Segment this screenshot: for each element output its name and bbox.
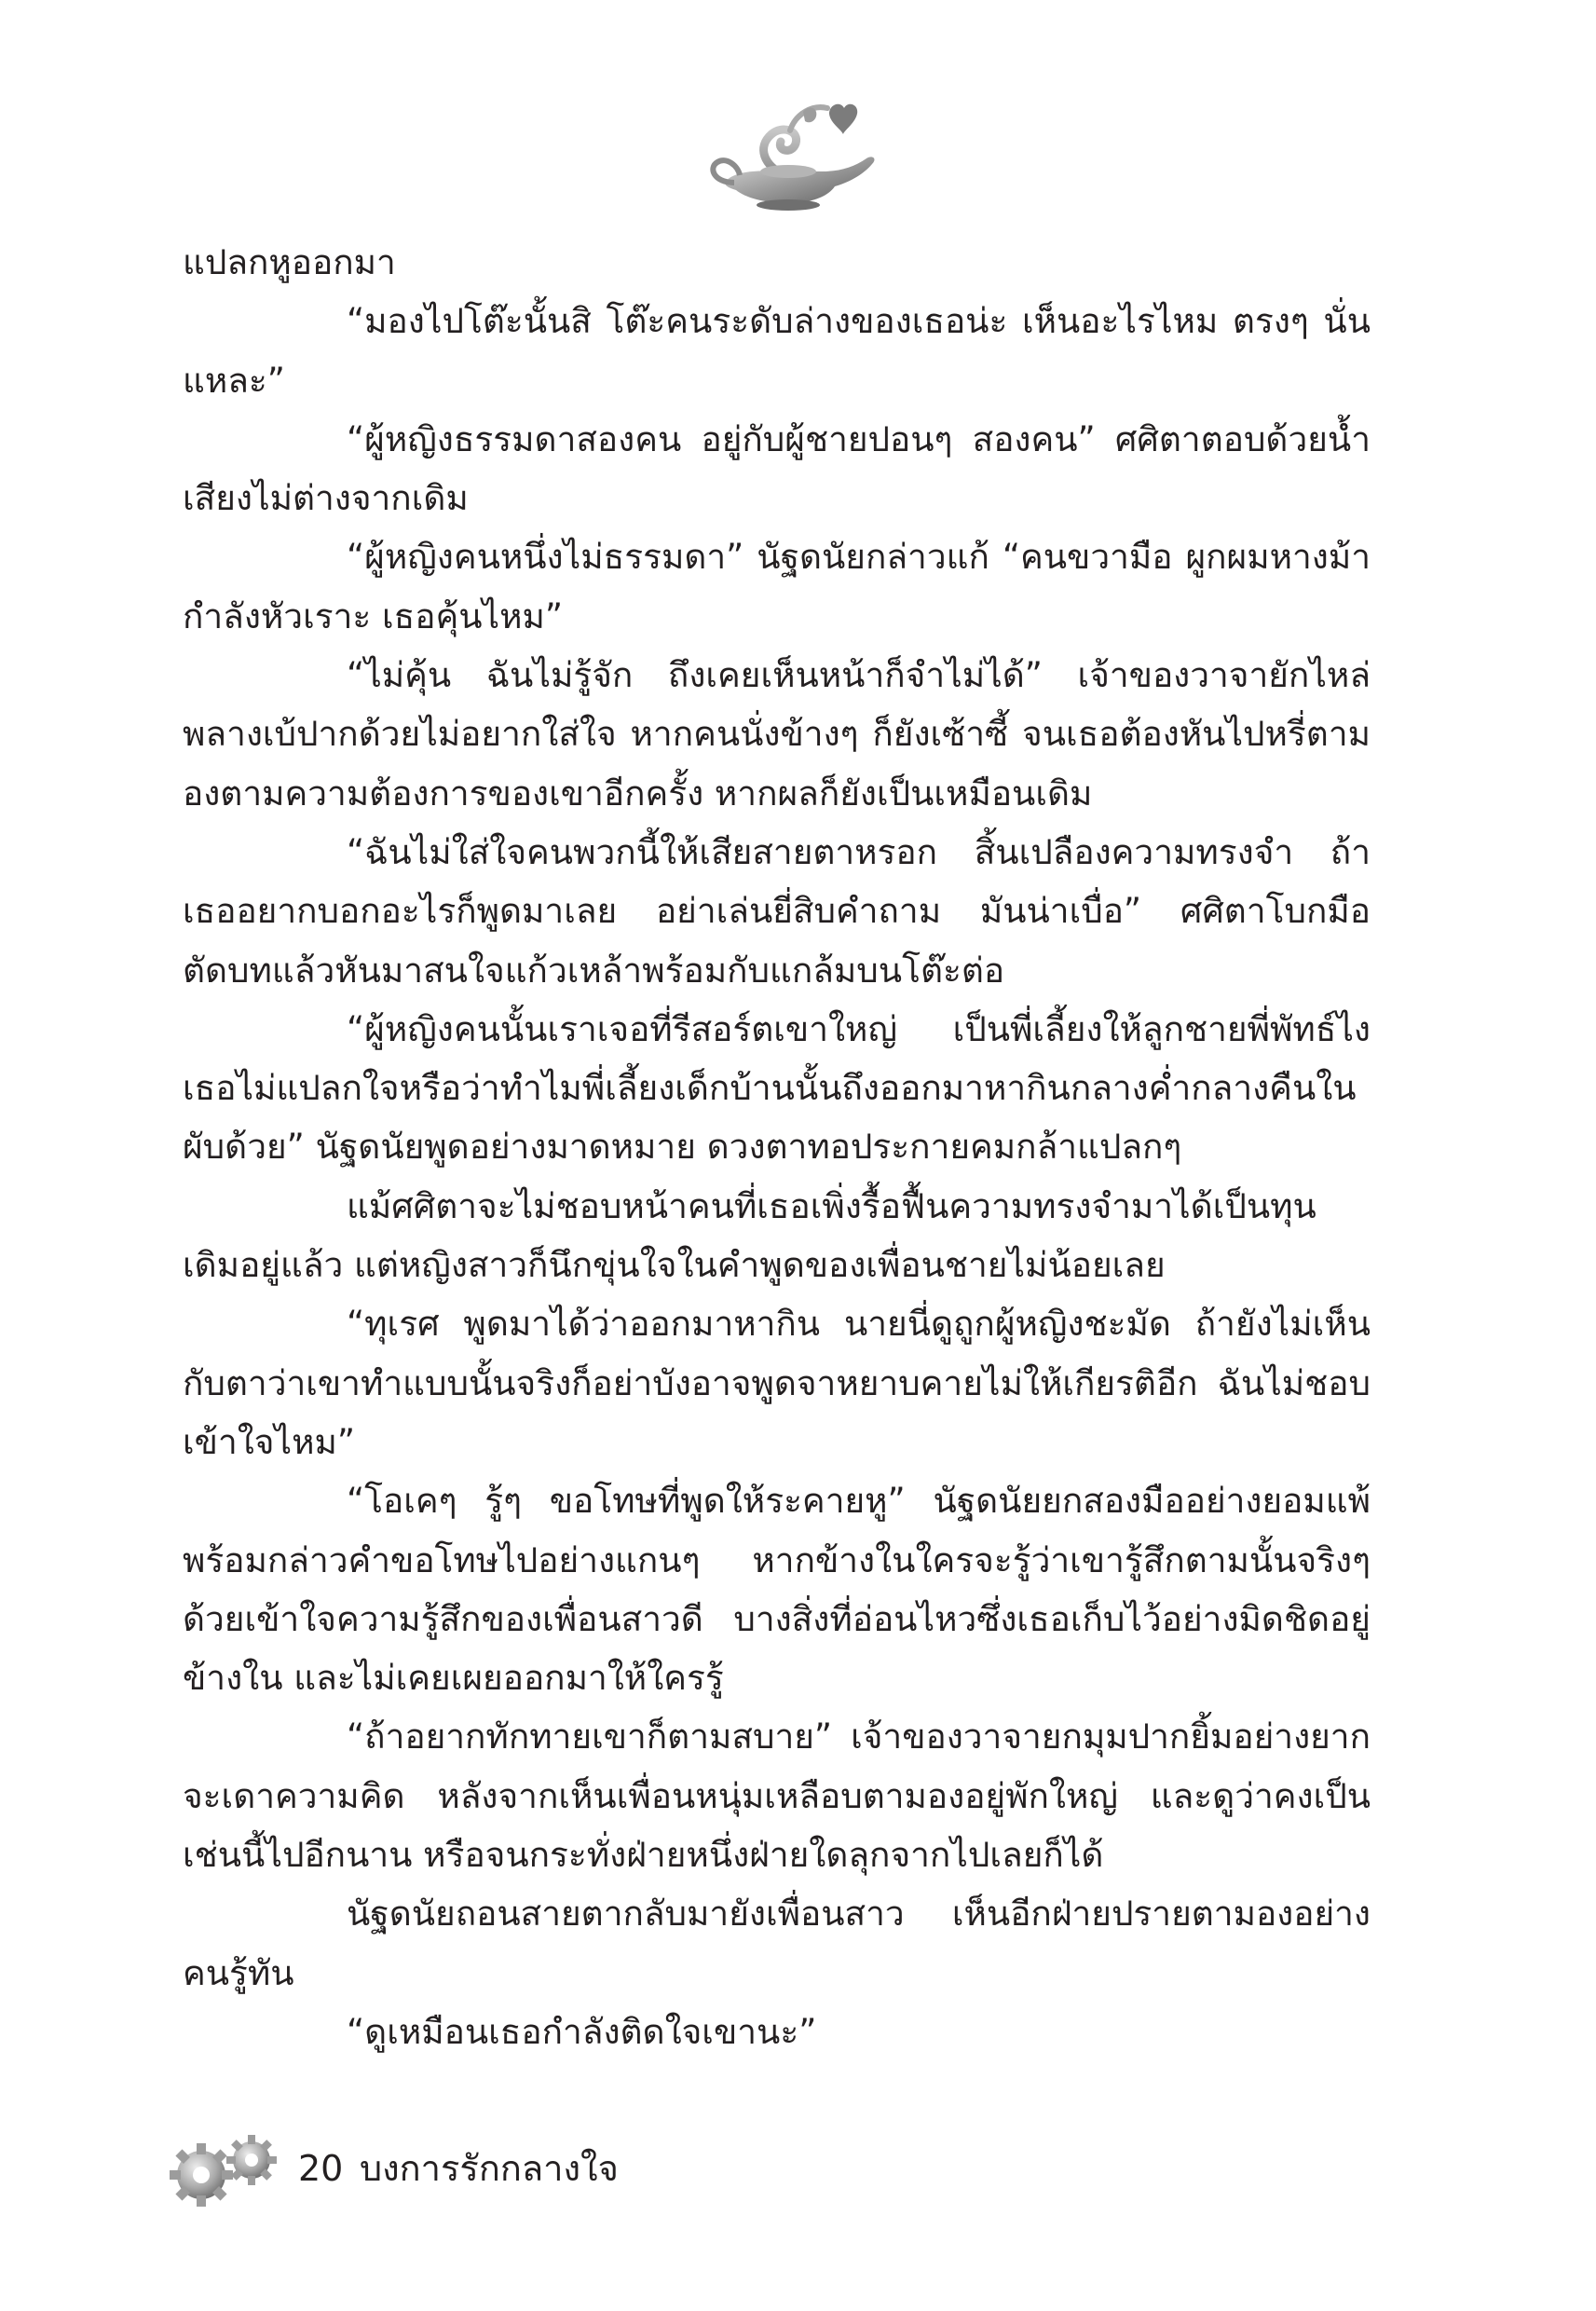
page-number: 20 bbox=[298, 2148, 344, 2189]
paragraph: “ผู้หญิงคนหนึ่งไม่ธรรมดา” นัฐดนัยกล่าวแก้ “คนขวามือ ผูกผมหางม้ากำลังหัวเราะ เธอคุ้นไหม” bbox=[183, 537, 1371, 636]
genie-lamp-icon bbox=[699, 93, 894, 214]
paragraph: นัฐดนัยถอนสายตากลับมายังเพื่อนสาว เห็นอีกฝ่ายปรายตามองอย่างคนรู้ทัน bbox=[183, 1894, 1371, 1993]
paragraph: “ผู้หญิงคนนั้นเราเจอที่รีสอร์ตเขาใหญ่ เป็นพี่เลี้ยงให้ลูกชายพี่พัทธ์ไงเธอไม่แปลกใจหรือว่าทำไมพี่เลี้ยงเด็กบ้านนั้นถึงออกมาหากินกลางค่ำกลางคืนในผับด้วย” นัฐดนัยพูดอย่างมาดหมาย ดวงตาทอประกายคมกล้าแปลกๆ bbox=[183, 1008, 1371, 1168]
paragraph: “ไม่คุ้น ฉันไม่รู้จัก ถึงเคยเห็นหน้าก็จำไม่ได้” เจ้าของวาจายักไหล่พลางเบ้ปากด้วยไม่อยากใส่ใจ หากคนนั่งข้างๆ ก็ยังเซ้าซี้ จนเธอต้องหันไปหรี่ตามองตามความต้องการของเขาอีกครั้ง หากผลก็ยังเป็นเหมือนเดิม bbox=[183, 655, 1371, 814]
body-text bbox=[183, 233, 1371, 2061]
paragraph: “ทุเรศ พูดมาได้ว่าออกมาหากิน นายนี่ดูถูกผู้หญิงชะมัด ถ้ายังไม่เห็นกับตาว่าเขาทำแบบนั้นจริงก็อย่าบังอาจพูดจาหยาบคายไม่ให้เกียรติอีก ฉันไม่ชอบเข้าใจไหม” bbox=[183, 1304, 1371, 1462]
paragraph: “ถ้าอยากทักทายเขาก็ตามสบาย” เจ้าของวาจายกมุมปากยิ้มอย่างยากจะเดาความคิด หลังจากเห็นเพื่อนหนุ่มเหลือบตามองอยู่พักใหญ่ และดูว่าคงเป็นเช่นนี้ไปอีกนาน หรือจนกระทั่งฝ่ายหนึ่งฝ่ายใดลุกจากไปเลยก็ได้ bbox=[183, 1716, 1371, 1876]
paragraph: “โอเคๆ รู้ๆ ขอโทษที่พูดให้ระคายหู” นัฐดนัยยกสองมืออย่างยอมแพ้พร้อมกล่าวคำขอโทษไปอย่างแกนๆ หากข้างในใครจะรู้ว่าเขารู้สึกตามนั้นจริงๆ ด้วยเข้าใจความรู้สึกของเพื่อนสาวดี บางสิ่งที่อ่อนไหวซึ่งเธอเก็บไว้อย่างมิดชิดอยู่ข้างใน และไม่เคยเผยออกมาให้ใครรู้ bbox=[183, 1481, 1371, 1699]
paragraph: แม้ศศิตาจะไม่ชอบหน้าคนที่เธอเพิ่งรื้อฟื้นความทรงจำมาได้เป็นทุนเดิมอยู่แล้ว แต่หญิงสาวก็นึกขุ่นใจในคำพูดของเพื่อนชายไม่น้อยเลย bbox=[183, 1185, 1316, 1286]
paragraph: “ดูเหมือนเธอกำลังติดใจเขานะ” bbox=[347, 2011, 817, 2052]
book-title: บงการรักกลางใจ bbox=[360, 2148, 619, 2189]
paragraph: “ฉันไม่ใส่ใจคนพวกนี้ให้เสียสายตาหรอก สิ้นเปลืองความทรงจำ ถ้าเธออยากบอกอะไรก็พูดมาเลย อย่าเล่นยี่สิบคำถาม มันน่าเบื่อ” ศศิตาโบกมือตัดบทแล้วหันมาสนใจแก้วเหล้าพร้อมกับแกล้มบนโต๊ะต่อ bbox=[183, 831, 1371, 991]
gear-icon bbox=[168, 2126, 283, 2210]
paragraph: แปลกหูออกมา bbox=[183, 242, 396, 282]
page-footer bbox=[168, 2126, 820, 2210]
paragraph: “มองไปโต๊ะนั้นสิ โต๊ะคนระดับล่างของเธอน่ะ เห็นอะไรไหม ตรงๆ นั่นแหละ” bbox=[183, 301, 1371, 401]
paragraph: “ผู้หญิงธรรมดาสองคน อยู่กับผู้ชายปอนๆ สองคน” ศศิตาตอบด้วยน้ำเสียงไม่ต่างจากเดิม bbox=[183, 418, 1371, 519]
